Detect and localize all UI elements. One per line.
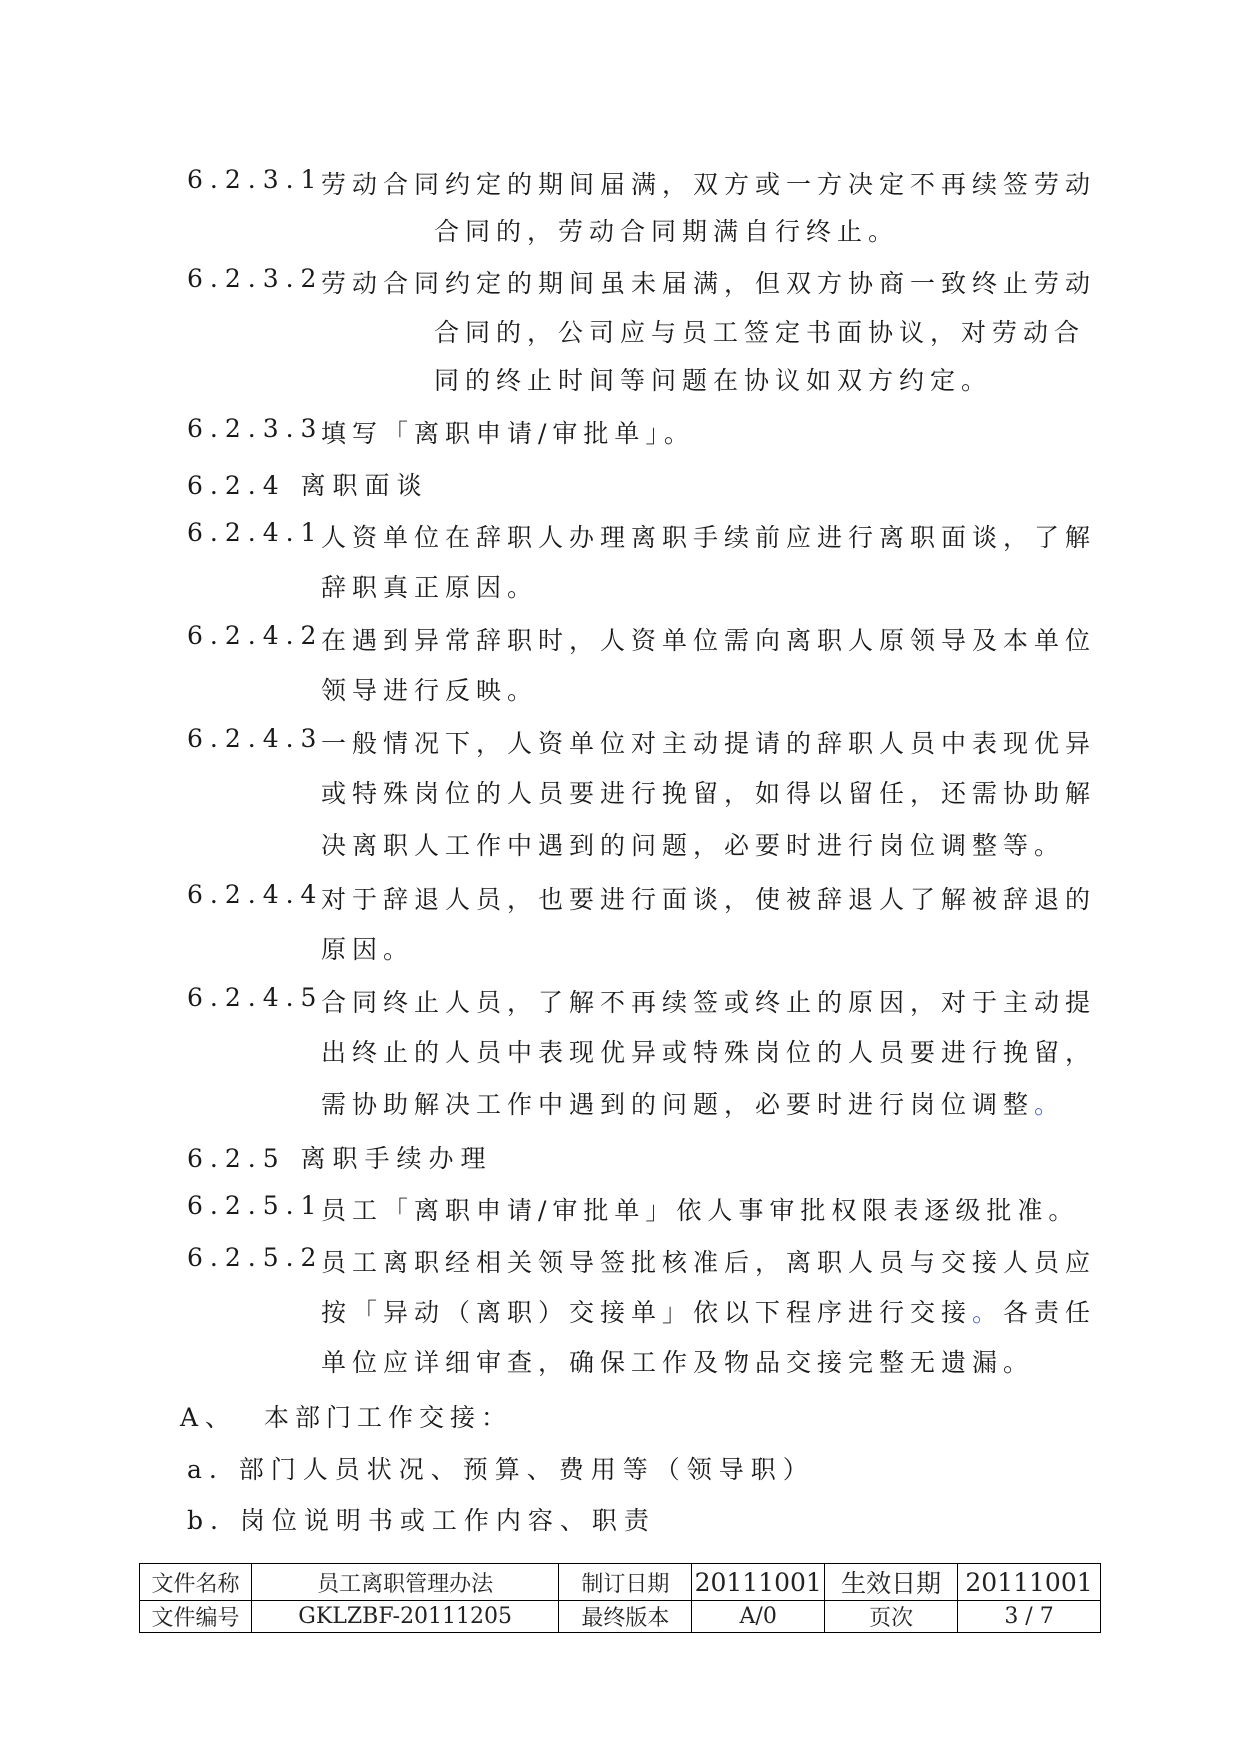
doc-name-label: 文件名称 <box>140 1564 252 1601</box>
final-version-value: A/0 <box>692 1601 825 1633</box>
clause-number: 6.2.4.3 <box>187 724 324 753</box>
effective-date-label: 生效日期 <box>825 1564 958 1601</box>
clause-number: 6.2.4.1 <box>187 518 324 547</box>
doc-number-value: GKLZBF-20111205 <box>251 1601 559 1633</box>
clause-text-line: 出终止的人员中表现优异或特殊岗位的人员要进行挽留， <box>321 1038 1097 1067</box>
clause-text-line: 辞职真正原因。 <box>321 573 539 602</box>
clause-text-segment: 各责任 <box>1003 1298 1097 1327</box>
clause-text-segment: 按「异动（离职）交接单」依以下程序进行交接 <box>321 1298 973 1327</box>
page-label: 页次 <box>825 1601 958 1633</box>
clause-text-line: 在遇到异常辞职时，人资单位需向离职人原领导及本单位 <box>321 626 1097 655</box>
clause-text-line: 单位应详细审查，确保工作及物品交接完整无遗漏。 <box>321 1348 1035 1377</box>
clause-text-line: 劳动合同约定的期间虽未届满，但双方协商一致终止劳动 <box>321 269 1097 298</box>
clause-text-line: 或特殊岗位的人员要进行挽留，如得以留任，还需协助解 <box>321 779 1097 808</box>
doc-name-value: 员工离职管理办法 <box>251 1564 559 1601</box>
list-item-text: a. 部门人员状况、预算、费用等（领导职） <box>187 1455 815 1484</box>
clause-text-line: 填写「离职申请/审批单」。 <box>321 419 695 448</box>
clause-number: 6.2.4.5 <box>187 983 324 1012</box>
clause-number: 6.2.3.3 <box>187 414 324 443</box>
clause-number: 6.2.5.1 <box>187 1191 324 1220</box>
clause-text-line: 合同的，劳动合同期满自行终止。 <box>434 217 900 246</box>
clause-text-line <box>321 1293 1096 1329</box>
clause-text-line: 员工离职经相关领导签批核准后，离职人员与交接人员应 <box>321 1248 1097 1277</box>
clause-text-line: 劳动合同约定的期间届满，双方或一方决定不再续签劳动 <box>321 170 1097 199</box>
clause-number: 6.2.4.4 <box>187 880 324 909</box>
clause-text-line: 合同的，公司应与员工签定书面协议，对劳动合 <box>434 318 1086 347</box>
list-item-text: b. 岗位说明书或工作内容、职责 <box>187 1506 656 1535</box>
final-version-label: 最终版本 <box>559 1601 692 1633</box>
highlighted-period: 。 <box>972 1298 1004 1327</box>
clause-number: 6.2.5.2 <box>187 1243 324 1272</box>
subsection-label: A、 <box>180 1403 238 1432</box>
clause-text-line: 原因。 <box>321 935 415 964</box>
highlighted-period: 。 <box>1034 1090 1066 1119</box>
subsection-title: 本部门工作交接： <box>264 1403 513 1432</box>
clause-text-line: 同的终止时间等问题在协议如双方约定。 <box>434 366 993 395</box>
clause-number: 6.2.3.2 <box>187 264 324 293</box>
clause-text-line: 对于辞退人员，也要进行面谈，使被辞退人了解被辞退的 <box>321 885 1097 914</box>
clause-text-segment: 需协助解决工作中遇到的问题，必要时进行岗位调整 <box>321 1090 1035 1119</box>
clause-text-line <box>321 1085 1065 1121</box>
effective-date-value: 20111001 <box>958 1564 1101 1601</box>
footer-row-2 <box>140 1601 1101 1633</box>
clause-text-line: 领导进行反映。 <box>321 676 539 705</box>
revision-date-label: 制订日期 <box>559 1564 692 1601</box>
clause-text-line: 决离职人工作中遇到的问题，必要时进行岗位调整等。 <box>321 831 1066 860</box>
section-heading: 6.2.5 离职手续办理 <box>187 1144 493 1173</box>
footer-row-1 <box>140 1564 1101 1601</box>
doc-number-label: 文件编号 <box>140 1601 252 1633</box>
clause-number: 6.2.4.2 <box>187 621 324 650</box>
clause-number: 6.2.3.1 <box>187 165 324 194</box>
clause-text-line: 一般情况下，人资单位对主动提请的辞职人员中表现优异 <box>321 729 1097 758</box>
page-number-value: 3 / 7 <box>958 1601 1101 1633</box>
clause-text-line: 员工「离职申请/审批单」依人事审批权限表逐级批准。 <box>321 1196 1080 1225</box>
clause-text-line: 人资单位在辞职人办理离职手续前应进行离职面谈，了解 <box>321 523 1097 552</box>
document-footer-table <box>139 1563 1101 1633</box>
clause-text-line: 合同终止人员，了解不再续签或终止的原因，对于主动提 <box>321 988 1097 1017</box>
revision-date-value: 20111001 <box>692 1564 825 1601</box>
section-heading: 6.2.4 离职面谈 <box>187 471 429 500</box>
